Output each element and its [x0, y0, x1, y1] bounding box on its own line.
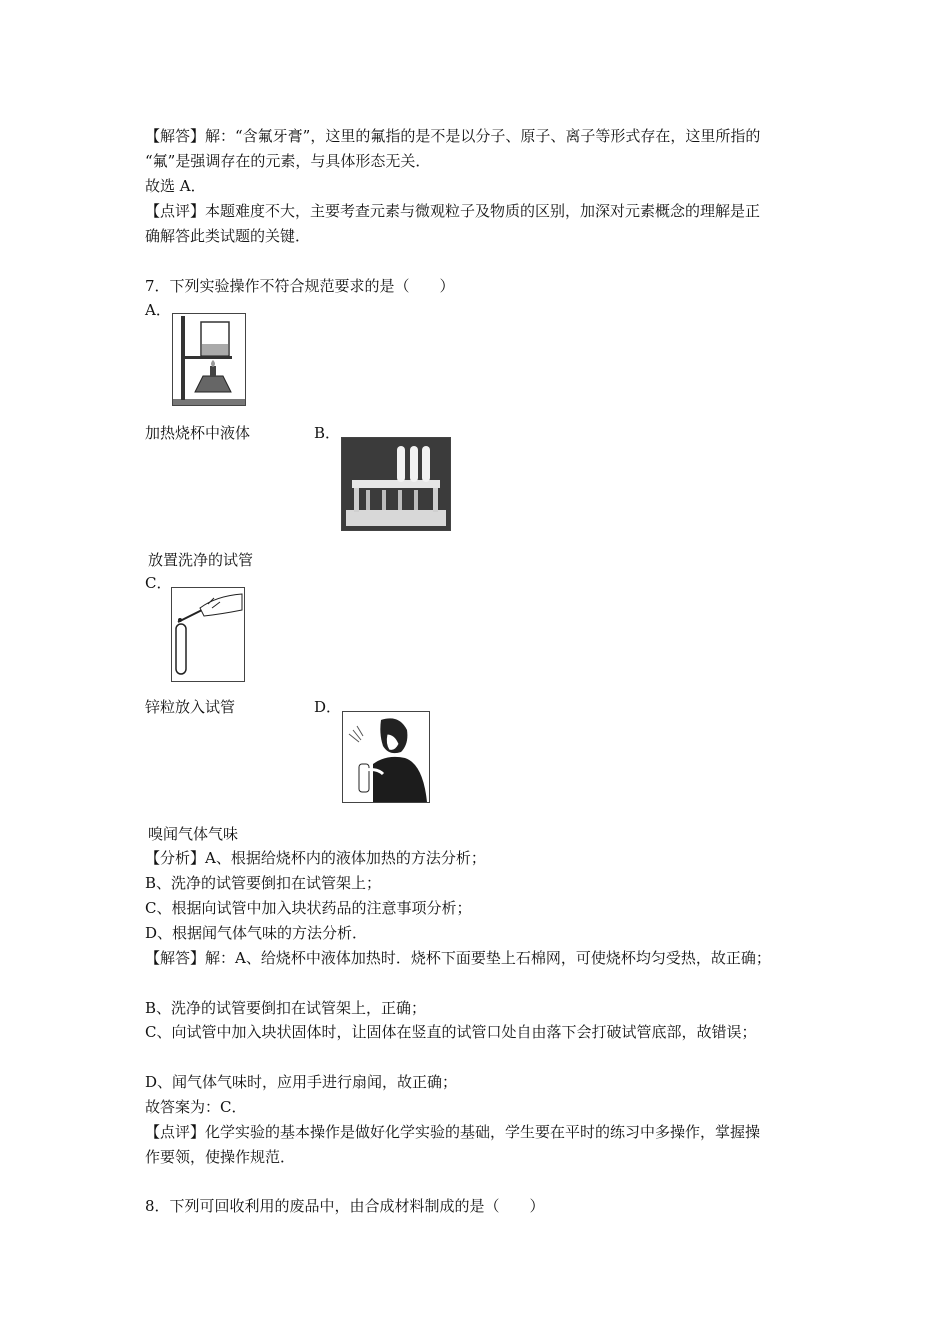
caption-a: 加热烧杯中液体 [145, 424, 251, 442]
question-8-stem: 8．下列可回收利用的废品中，由合成材料制成的是（ ） [145, 1197, 545, 1215]
answer-line-1: 【解答】解：“含氟牙膏”，这里的氟指的是不是以分子、原子、离子等形式存在，这里所指的 [145, 127, 761, 145]
solution-line-4: D、闻气体气味时，应用手进行扇闻，故正确； [145, 1073, 458, 1091]
analysis-line-4: D、根据闻气体气味的方法分析． [145, 924, 368, 942]
test-tube-rack-figure [341, 437, 451, 531]
solution-line-1: 【解答】解：A、给烧杯中液体加热时．烧杯下面要垫上石棉网，可使烧杯均匀受热，故正确； [145, 949, 771, 967]
analysis-line-2: B、洗净的试管要倒扣在试管架上； [145, 874, 382, 892]
solution-line-3: C、向试管中加入块状固体时，让固体在竖直的试管口处自由落下会打破试管底部，故错误； [145, 1023, 757, 1041]
answer-line-2: “氟”是强调存在的元素，与具体形态无关． [145, 152, 431, 170]
caption-c: 锌粒放入试管 [145, 698, 236, 716]
option-d-label: D． [314, 698, 342, 716]
analysis-line-1: 【分析】A、根据给烧杯内的液体加热的方法分析； [145, 849, 486, 867]
caption-b: 放置洗净的试管 [148, 551, 254, 569]
smelling-gas-figure [342, 711, 430, 803]
caption-d: 嗅闻气体气味 [148, 825, 239, 843]
answer-choice: 故选 A． [145, 177, 206, 195]
heating-beaker-figure [172, 313, 246, 406]
q7-comment-line-2: 作要领，使操作规范． [145, 1148, 296, 1166]
option-b-label: B． [314, 424, 341, 442]
analysis-line-3: C、根据向试管中加入块状药品的注意事项分析； [145, 899, 472, 917]
zinc-test-tube-figure [171, 587, 245, 682]
comment-line-2: 确解答此类试题的关键． [145, 227, 311, 245]
solution-line-2: B、洗净的试管要倒扣在试管架上，正确； [145, 999, 427, 1017]
q7-comment-line-1: 【点评】化学实验的基本操作是做好化学实验的基础，学生要在平时的练习中多操作，掌握操 [145, 1123, 761, 1141]
option-c-label: C． [145, 574, 172, 592]
comment-line-1: 【点评】本题难度不大，主要考查元素与微观粒子及物质的区别，加深对元素概念的理解是正 [145, 202, 761, 220]
option-a-label: A． [145, 301, 171, 319]
final-answer: 故答案为：C． [145, 1098, 247, 1116]
question-7-stem: 7．下列实验操作不符合规范要求的是（ ） [145, 277, 455, 295]
